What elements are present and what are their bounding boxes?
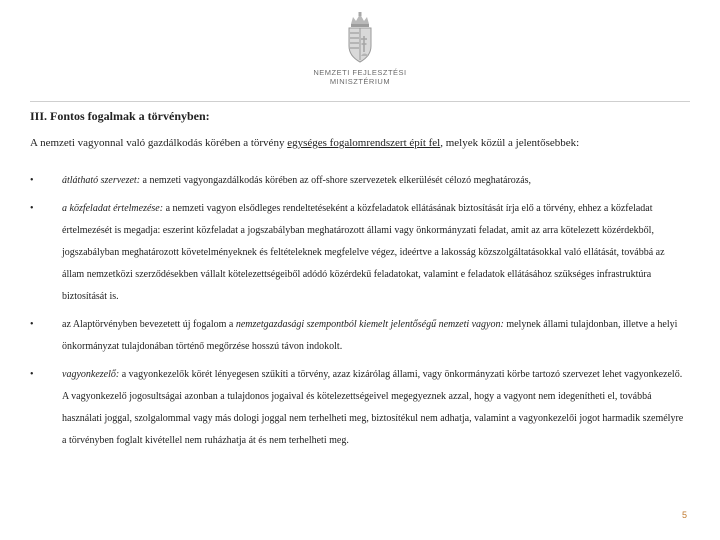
intro-after: , melyek közül a jelentősebbek:: [440, 137, 580, 149]
intro-paragraph: [30, 137, 579, 149]
bullet-icon: •: [30, 319, 34, 330]
bullet-icon: •: [30, 203, 34, 214]
list-item-transparent-organization: [30, 170, 685, 192]
bullet-icon: •: [30, 175, 34, 186]
intro-underlined: egységes fogalomrendszert épít fel: [287, 137, 441, 149]
term: nemzetgazdasági szempontból kiemelt jelentőségű nemzeti vagyon:: [235, 319, 504, 330]
term: vagyonkezelő:: [62, 369, 120, 380]
section-heading: III. Fontos fogalmak a törvényben:: [30, 109, 210, 123]
list-item-asset-manager: [30, 364, 685, 452]
ministry-logo: [312, 12, 408, 86]
list-item-public-task: [30, 198, 685, 308]
bullet-icon: •: [30, 369, 34, 380]
definition-prefix: az Alaptörvényben bevezetett új fogalom a: [62, 319, 236, 330]
list-item-national-asset: [30, 314, 685, 358]
coat-of-arms-icon: [342, 12, 378, 64]
definition-text: a vagyonkezelők körét lényegesen szűkíti a törvény, azaz kizárólag állami, vagy önkormányzati körbe tartozó szervezet lehet vagyonkezelő. A vagyonkezelő jogosultságai azonban a tulajdonos jogaival és kötelezettségeivel megegyeznek azzal, hogy a vagyont nem idegenítheti el, továbbá használati joggal, szolgalommal vagy más dologi joggal nem terhelheti meg, biztosítékul nem adhatja, valamint a vagyonkezelői jogot harmadik személyre a törvényben foglalt kivétellel nem ruházhatja át és nem terhelheti meg.: [62, 369, 684, 446]
page-number: 5: [682, 510, 688, 520]
definition-text: melynek állami tulajdonban, illetve a helyi önkormányzat tulajdonában történő megőrzése hosszú távon indokolt.: [62, 319, 678, 352]
definitions-list: [30, 170, 685, 452]
definition-text: a nemzeti vagyon elsődleges rendeltetéseként a közfeladatok ellátásának biztosítását írja elő a törvény, ehhez a közfeladat értelmezését is megadja: eszerint közfeladat a jogszabályban meghatározott állami vagy önkormányzati feladat, amit az arra kötelezett közérdekből, jogszabályban meghatározott követelményeknek és feltételeknek megfelelve végez, ideértve a lakosság közszolgáltatásokkal való ellátását, továbbá az állam nemzetközi szerződésekben vállalt kötelezettségeiből adódó közérdekű feladatokat, valamint e feladatok ellátásához szükséges infrastruktúra biztosítását is.: [62, 203, 665, 302]
definition-text: a nemzeti vagyongazdálkodás körében az off-shore szervezetek elkerülését célozó meghatározás,: [140, 175, 532, 186]
term: átlátható szervezet:: [62, 175, 141, 186]
logo-line-2: MINISZTÉRIUM: [329, 77, 391, 86]
intro-before: A nemzeti vagyonnal való gazdálkodás körében a törvény: [30, 137, 288, 149]
term: a közfeladat értelmezése:: [62, 203, 164, 214]
header-divider: [30, 101, 690, 102]
logo-line-1: NEMZETI FEJLESZTÉSI: [313, 68, 407, 77]
